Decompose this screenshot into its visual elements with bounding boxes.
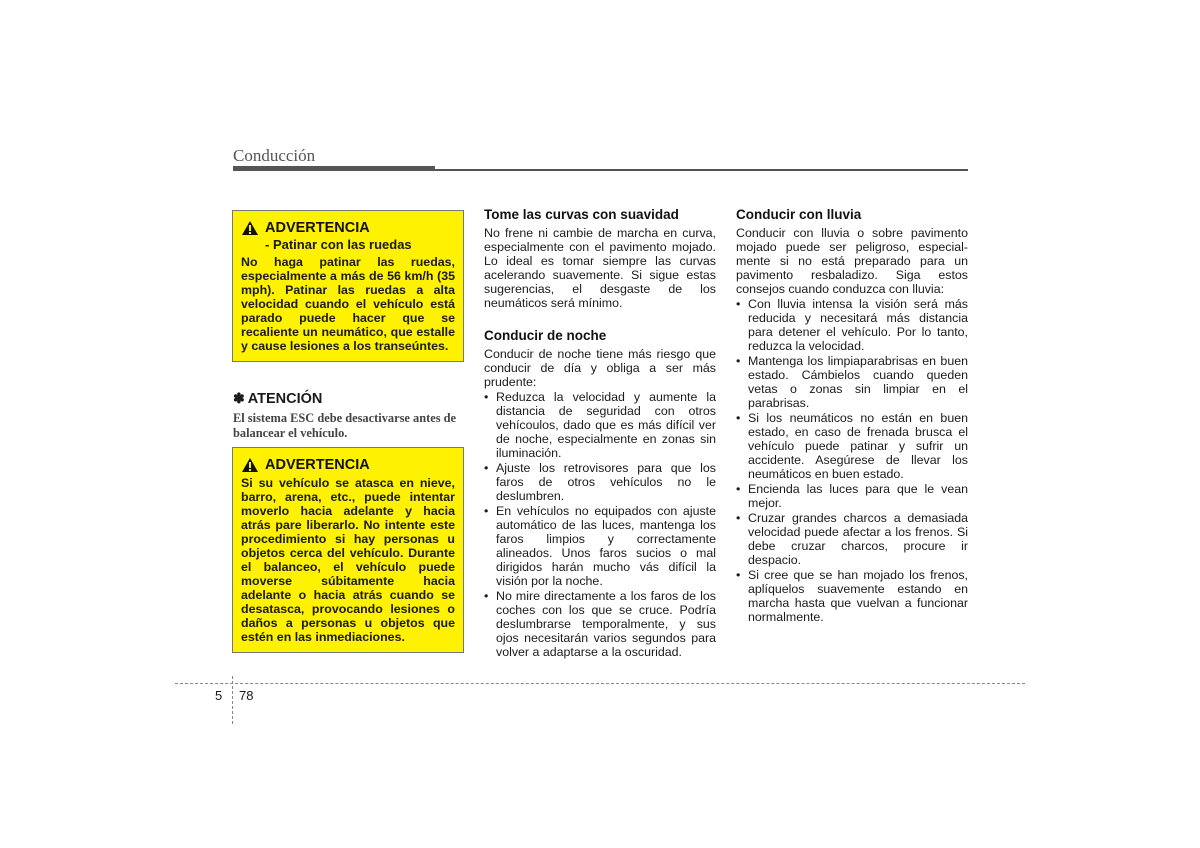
chapter-number: 5 [215,688,223,703]
list-item: • Cruzar grandes charcos a demasiada velocidad puede afectar a los frenos. Si debe cruzar charcos, procure ir despacio. [736,511,968,567]
list-item: • Si los neumáticos no están en buen estado, en caso de frenada brusca el vehículo puede patinar y sufrir un accidente. Asegúrese de llevar los neumáticos en buen estado. [736,411,968,481]
attention-title: ATENCIÓN [247,391,323,407]
warning-body: No haga patinar las ruedas, especialmente a más de 56 km/h (35 mph). Patinar las ruedas a alta velocidad cuando el vehículo está parado puede hacer que se recaliente un neumático, que estalle y cause lesiones a los transeúntes. [241,255,455,353]
warning-box-wheel-spin [232,210,464,362]
list-item: • En vehículos no equipados con ajuste automático de las luces, mantenga los faros limpios y correctamente alineados. Unos faros sucios o mal dirigidos harán mucho vás difícil la visión por la noche. [484,504,716,588]
footer-dashed-divider [232,676,233,724]
column-middle [484,207,716,659]
attention-note [233,390,465,441]
warning-box-stuck-vehicle [232,447,464,653]
heading-rain: Conducir con lluvia [736,207,862,222]
heading-night: Conducir de noche [484,328,607,343]
list-item: • Ajuste los retrovisores para que los faros de otros vehículos no le deslumbren. [484,461,716,503]
header-rule-thin [435,169,968,171]
footer-dashed-line [175,683,1025,684]
paragraph-night-intro: Conducir de noche tiene más riesgo que conducir de día y obliga a ser más prudente: [484,347,716,389]
list-item: • Mantenga los limpiaparabrisas en buen estado. Cámbielos cuando queden vetas o zonas sin limpiar en el parabrisas. [736,354,968,410]
warning-heading [241,220,455,236]
list-item: • Si cree que se han mojado los frenos, aplíquelos suavemente estando en marcha hasta que vuelvan a funcionar normalmente. [736,568,968,624]
warning-title: ADVERTENCIA [265,457,370,473]
section-title: Conducción [233,146,316,165]
warning-body: Si su vehículo se atasca en nieve, barro, arena, etc., puede intentar moverlo hacia adelante y hacia atrás pare liberarlo. No intente este procedimiento si hay personas u objetos cerca del vehículo. Durante el balanceo, el vehículo puede moverse súbitamente hacia adelante o hacia atrás cuando se desatasca, provocando lesiones o daños a personas u objetos que estén en las inmediaciones. [241,476,455,644]
list-item: • Con lluvia intensa la visión será más reducida y necesitará más distancia para detener el vehículo. Por lo tanto, reduzca la velocidad. [736,297,968,353]
list-item: • Encienda las luces para que le vean mejor. [736,482,968,510]
list-item: • Reduzca la velocidad y aumente la distancia de seguridad con otros vehícoulos, dado que es más difícil ver de noche, especialmente en zonas sin iluminación. [484,390,716,460]
header-rule-thick [233,166,435,171]
warning-subtitle: - Patinar con las ruedas [265,237,412,252]
attention-heading [233,390,465,407]
paragraph-rain-intro: Conducir con lluvia o sobre pavimento mojado puede ser peligroso, especial-mente si no está preparado para un pavimento resbaladizo. Siga estos consejos cuando conduzca con lluvia: [736,226,968,296]
rain-bullet-list [736,297,968,624]
list-item: • No mire directamente a los faros de los coches con los que se cruce. Podría deslumbrarse temporalmente, y sus ojos necesitarán varios segundos para volver a adaptarse a la oscuridad. [484,589,716,659]
column-right [736,207,968,624]
warning-triangle-icon [241,220,259,236]
heading-curves: Tome las curvas con suavidad [484,207,679,222]
night-bullet-list [484,390,716,659]
attention-body: El sistema ESC debe desactivarse antes de balancear el vehículo. [233,411,457,440]
attention-star-icon: ✽ [233,390,245,406]
warning-title: ADVERTENCIA [265,220,370,236]
warning-triangle-icon [241,457,259,473]
page-number: 78 [239,688,254,703]
warning-heading [241,457,455,473]
paragraph-curves: No frene ni cambie de marcha en curva, especialmente con el pavimento mojado. Lo ideal es tomar siempre las curvas acelerando suavemente. Si sigue estas sugerencias, el desgaste de los neumáticos será mínimo. [484,226,716,310]
